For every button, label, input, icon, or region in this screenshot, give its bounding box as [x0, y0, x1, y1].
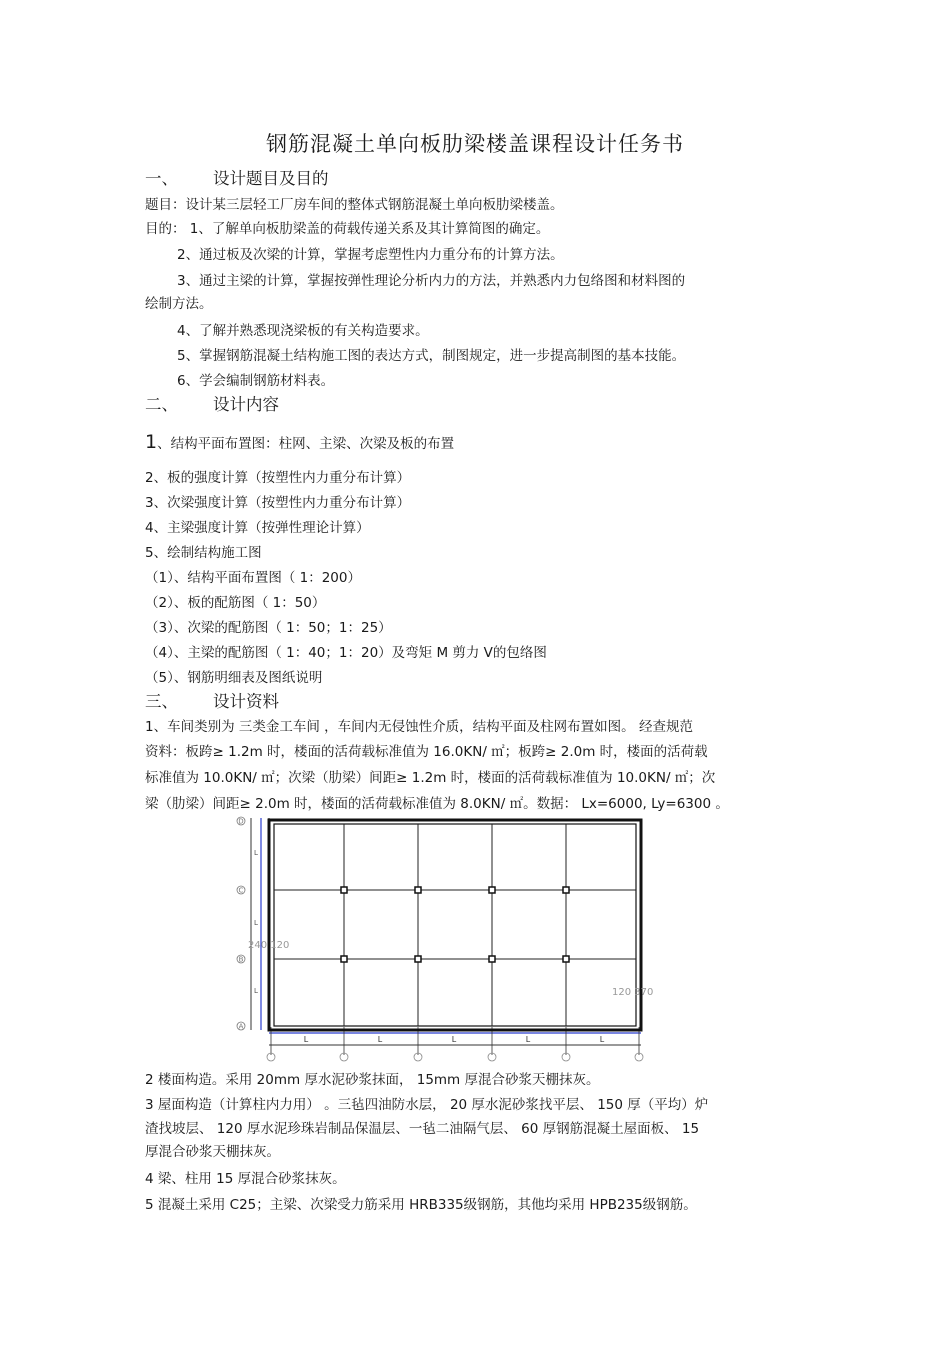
document-title: 钢筋混凝土单向板肋梁楼盖课程设计任务书: [266, 132, 684, 156]
section-number: 三、: [145, 692, 178, 711]
purpose-line-1: [145, 220, 549, 238]
content-item-3: 3、次梁强度计算（按塑性内力重分布计算）: [145, 495, 411, 511]
data-item-2: 2 楼面构造。采用 20mm 厚水泥砂浆抹面， 15mm 厚混合砂浆天棚抹灰。: [145, 1072, 600, 1088]
data-item-1-line-4: 梁（肋梁）间距≥ 2.0m 时，楼面的活荷载标准值为 8.0KN/ ㎡。数据： Lx=6000, Ly=6300 。: [145, 796, 729, 812]
drawing-item-2: （2）、板的配筋图（ 1：50）: [145, 595, 326, 611]
data-item-5: 5 混凝土采用 C25；主梁、次梁受力筋采用 HRB335级钢筋，其他均采用 HPB235级钢筋。: [145, 1197, 697, 1213]
row-dimension-label: L: [254, 987, 258, 995]
column-dimension-label: L: [599, 1035, 605, 1044]
drawing-item-1: （1）、结构平面布置图（ 1：200）: [145, 570, 361, 586]
purpose-item-4: 4、了解并熟悉现浇梁板的有关构造要求。: [177, 323, 429, 339]
section-number: 一、: [145, 169, 178, 188]
drawing-item-5: （5）、钢筋明细表及图纸说明: [145, 670, 323, 686]
row-axis-label: D: [238, 817, 244, 826]
purpose-item-2: 2、通过板及次梁的计算，掌握考虑塑性内力重分布的计算方法。: [177, 247, 564, 263]
row-axis-label: C: [238, 886, 244, 895]
section-title: 设计内容: [213, 395, 279, 414]
section-title: 设计题目及目的: [213, 169, 329, 188]
content-item-1-text: 、结构平面布置图：柱网、主梁、次梁及板的布置: [157, 436, 455, 452]
section-1-heading: [145, 170, 329, 188]
content-item-5: 5、绘制结构施工图: [145, 545, 262, 561]
data-item-3-line-1: 3 屋面构造（计算柱内力用） 。三毡四油防水层， 20 厚水泥砂浆找平层、 150 厚（平均）炉: [145, 1097, 709, 1113]
exterior-wall-inner: [274, 824, 636, 1026]
drawing-item-4: （4）、主梁的配筋图（ 1：40；1：20）及弯矩 M 剪力 V的包络图: [145, 645, 547, 661]
section-2-heading: [145, 396, 279, 414]
purpose-label: 目的：: [145, 221, 186, 237]
structural-plan-drawing: [228, 815, 654, 1065]
purpose-item-6: 6、学会编制钢筋材料表。: [177, 373, 335, 389]
main-beam-grid: [274, 824, 636, 1026]
data-item-3-line-2: 渣找坡层、 120 厚水泥珍珠岩制品保温层、一毡二油隔气层、 60 厚钢筋混凝土屋面板、 15: [145, 1121, 700, 1137]
purpose-item-3a: 3、通过主梁的计算，掌握按弹性理论分析内力的方法，并熟悉内力包络图和材料图的: [177, 273, 686, 289]
content-item-4: 4、主梁强度计算（按弹性理论计算）: [145, 520, 370, 536]
topic-line: 题目：设计某三层轻工厂房车间的整体式钢筋混凝土单向板肋梁楼盖。: [145, 197, 564, 213]
column-dimension-label: L: [451, 1035, 457, 1044]
data-item-1-line-1: 1、车间类别为 三类金工车间 ，车间内无侵蚀性介质，结构平面及柱网布置如图。 经查规范: [145, 719, 693, 735]
exterior-wall: [269, 820, 641, 1030]
row-axis-label: A: [238, 1022, 244, 1031]
purpose-item-5: 5、掌握钢筋混凝土结构施工图的表达方式，制图规定，进一步提高制图的基本技能。: [177, 348, 686, 364]
data-item-3-line-3: 厚混合砂浆天棚抹灰。: [145, 1144, 280, 1160]
data-item-1-line-2: 资料：板跨≥ 1.2m 时，楼面的活荷载标准值为 16.0KN/ ㎡；板跨≥ 2.0m 时，楼面的活荷载: [145, 744, 708, 760]
section-3-heading: [145, 693, 279, 711]
columns: [341, 887, 569, 962]
row-dimension-label: L: [254, 919, 258, 927]
purpose-item-1: 1、了解单向板肋梁盖的荷载传递关系及其计算简图的确定。: [189, 221, 550, 237]
column-dimension-label: L: [377, 1035, 383, 1044]
content-item-2: 2、板的强度计算（按塑性内力重分布计算）: [145, 470, 411, 486]
purpose-item-3b: 绘制方法。: [145, 296, 213, 312]
wall-thickness-note-right: 120 370: [612, 987, 654, 998]
drawing-item-3: （3）、次梁的配筋图（ 1：50；1：25）: [145, 620, 392, 636]
column-dimension-label: L: [525, 1035, 531, 1044]
content-item-1-number: 1: [145, 431, 158, 453]
section-number: 二、: [145, 395, 178, 414]
data-item-1-line-3: 标准值为 10.0KN/ ㎡；次梁（肋梁）间距≥ 1.2m 时，楼面的活荷载标准值为 10.0KN/ ㎡；次: [145, 770, 716, 786]
column-dimension-label: L: [303, 1035, 309, 1044]
row-dimension-label: L: [254, 849, 258, 857]
row-axis-label: B: [238, 955, 244, 964]
data-item-4: 4 梁、柱用 15 厚混合砂浆抹灰。: [145, 1171, 346, 1187]
section-title: 设计资料: [213, 692, 279, 711]
column-axis-bubbles: [267, 1053, 643, 1061]
content-item-1: [145, 433, 454, 453]
wall-thickness-note-left: 240 120: [248, 940, 290, 951]
